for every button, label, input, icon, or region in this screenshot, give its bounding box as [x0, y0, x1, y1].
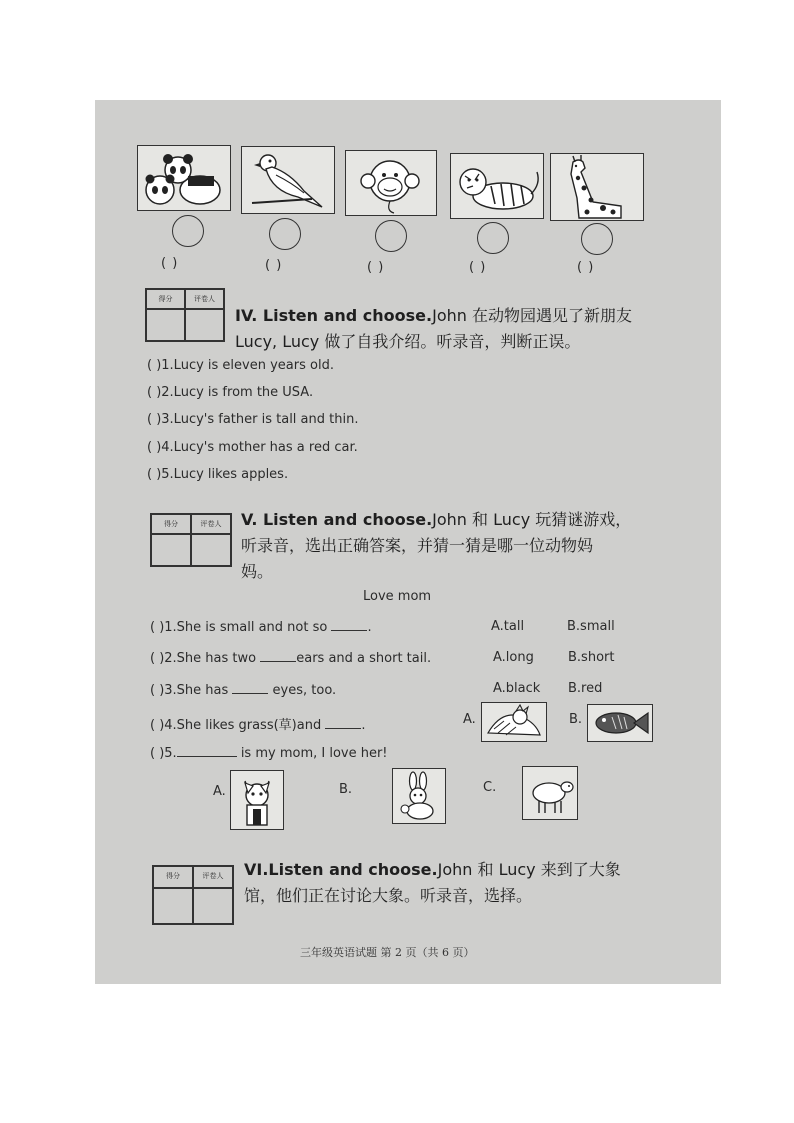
question-text: 5.: [164, 746, 177, 761]
answer-paren[interactable]: ( ): [147, 385, 162, 400]
grader-label: 评卷人: [191, 514, 231, 534]
answer-paren[interactable]: ( ): [150, 683, 165, 698]
answer-blank[interactable]: [260, 651, 296, 662]
section-iv-item-3: [147, 412, 358, 427]
question-text-end: ears and a short tail.: [296, 651, 432, 666]
answer-paren[interactable]: ( ): [147, 412, 162, 427]
section-iv-item-1: [147, 358, 334, 373]
answer-paren[interactable]: ( ): [147, 467, 162, 482]
question-text-end: is my mom, I love her!: [236, 746, 388, 761]
statement-text: 3.Lucy's father is tall and thin.: [161, 412, 359, 427]
section-iv-item-2: [147, 385, 313, 400]
answer-paren-4[interactable]: ( ): [469, 260, 487, 275]
grader-label: 评卷人: [185, 289, 224, 309]
bird-picture: [241, 146, 335, 214]
question-text: 2.She has two: [164, 651, 261, 666]
answer-paren[interactable]: ( ): [147, 440, 162, 455]
question-text-end: .: [361, 718, 366, 733]
q3-option-a[interactable]: A.black: [493, 681, 541, 696]
fish-picture[interactable]: [587, 704, 653, 742]
section-v-q4: [150, 714, 365, 733]
answer-blank[interactable]: [331, 620, 367, 631]
q2-option-a[interactable]: A.long: [493, 650, 534, 665]
grader-label: 评卷人: [193, 866, 233, 888]
section-v-desc-2: 听录音，选出正确答案，并猜一猜是哪一位动物妈: [241, 536, 594, 555]
answer-circle-3[interactable]: [375, 220, 407, 252]
answer-paren[interactable]: ( ): [150, 746, 165, 761]
answer-paren[interactable]: ( ): [150, 620, 165, 635]
score-field[interactable]: [153, 888, 193, 924]
cat-picture[interactable]: [230, 770, 284, 830]
section-iv-desc-1: John 在动物园遇见了新朋友: [432, 306, 632, 325]
answer-paren-2[interactable]: ( ): [265, 258, 283, 273]
answer-paren[interactable]: ( ): [147, 358, 162, 373]
q1-option-b[interactable]: B.small: [567, 619, 615, 634]
q2-option-b[interactable]: B.short: [568, 650, 615, 665]
section-v-desc-1: John 和 Lucy 玩猜谜游戏，: [432, 510, 632, 529]
answer-circle-2[interactable]: [269, 218, 301, 250]
answer-paren-1[interactable]: ( ): [161, 256, 179, 271]
panda-icon: [138, 146, 230, 210]
bird-icon: [242, 147, 334, 213]
section-iv-heading: [235, 303, 715, 355]
rabbit-icon: [393, 769, 445, 823]
question-text: 4.She likes grass(草)and: [164, 718, 326, 733]
answer-paren-5[interactable]: ( ): [577, 260, 595, 275]
statement-text: 2.Lucy is from the USA.: [161, 385, 314, 400]
tiger-picture: [450, 153, 544, 219]
monkey-picture: [345, 150, 437, 216]
question-text-end: eyes, too.: [268, 683, 337, 698]
q4-option-b[interactable]: B.: [569, 712, 583, 727]
section-v-q5: [150, 746, 388, 761]
answer-blank[interactable]: [177, 746, 237, 757]
answer-paren[interactable]: ( ): [150, 718, 165, 733]
answer-circle-4[interactable]: [477, 222, 509, 254]
score-box-iv: [145, 288, 225, 342]
page-footer: 三年级英语试题 第 2 页（共 6 页）: [300, 946, 475, 959]
grader-field[interactable]: [193, 888, 233, 924]
section-vi-desc-2: 馆，他们正在讨论大象。听录音，选择。: [244, 886, 533, 905]
exam-page: [95, 100, 721, 984]
answer-paren-3[interactable]: ( ): [367, 260, 385, 275]
section-vi-title: VI.Listen and choose.: [244, 860, 438, 879]
giraffe-picture: [550, 153, 644, 221]
q5-option-b[interactable]: B.: [339, 782, 353, 797]
q3-option-b[interactable]: B.red: [568, 681, 603, 696]
answer-blank[interactable]: [232, 683, 268, 694]
answer-circle-5[interactable]: [581, 223, 613, 255]
monkey-icon: [346, 151, 436, 215]
sheep-icon: [523, 767, 577, 819]
score-label: 得分: [146, 289, 185, 309]
vegetables-icon: [482, 703, 546, 741]
answer-circle-1[interactable]: [172, 215, 204, 247]
section-vi-desc-1: John 和 Lucy 来到了大象: [437, 860, 621, 879]
giraffe-icon: [551, 154, 643, 220]
section-v-q3: [150, 683, 336, 698]
q5-option-c[interactable]: C.: [483, 780, 497, 795]
section-vi-heading: [244, 857, 714, 909]
cat-icon: [231, 771, 283, 829]
score-box-vi: [152, 865, 234, 925]
question-text: 1.She is small and not so: [164, 620, 332, 635]
score-label: 得分: [151, 514, 191, 534]
section-iv-item-4: [147, 440, 358, 455]
grader-field[interactable]: [185, 309, 224, 341]
section-v-q1: [150, 620, 372, 635]
statement-text: 4.Lucy's mother has a red car.: [161, 440, 358, 455]
question-text-end: .: [367, 620, 372, 635]
section-v-q2: [150, 651, 431, 666]
section-iv-desc-2: Lucy, Lucy 做了自我介绍。听录音，判断正误。: [235, 332, 581, 351]
score-field[interactable]: [146, 309, 185, 341]
section-v-desc-3: 妈。: [241, 562, 274, 581]
fish-icon: [588, 705, 652, 741]
score-label: 得分: [153, 866, 193, 888]
section-iv-item-5: [147, 467, 288, 482]
question-text: 3.She has: [164, 683, 233, 698]
section-v-title: V. Listen and choose.: [241, 510, 433, 529]
score-field[interactable]: [151, 534, 191, 566]
sheep-picture[interactable]: [522, 766, 578, 820]
panda-picture: [137, 145, 231, 211]
q1-option-a[interactable]: A.tall: [491, 619, 525, 634]
answer-blank[interactable]: [325, 718, 361, 729]
answer-paren[interactable]: ( ): [150, 651, 165, 666]
statement-text: 1.Lucy is eleven years old.: [161, 358, 334, 373]
section-v-heading: [241, 507, 711, 585]
tiger-icon: [451, 154, 543, 218]
q5-option-a[interactable]: A.: [213, 784, 226, 799]
rabbit-picture[interactable]: [392, 768, 446, 824]
section-v-subtitle: Love mom: [363, 589, 432, 604]
vegetables-picture[interactable]: [481, 702, 547, 742]
score-box-v: [150, 513, 232, 567]
q4-option-a[interactable]: A.: [463, 712, 476, 727]
grader-field[interactable]: [191, 534, 231, 566]
section-iv-title: IV. Listen and choose.: [235, 306, 433, 325]
statement-text: 5.Lucy likes apples.: [161, 467, 289, 482]
